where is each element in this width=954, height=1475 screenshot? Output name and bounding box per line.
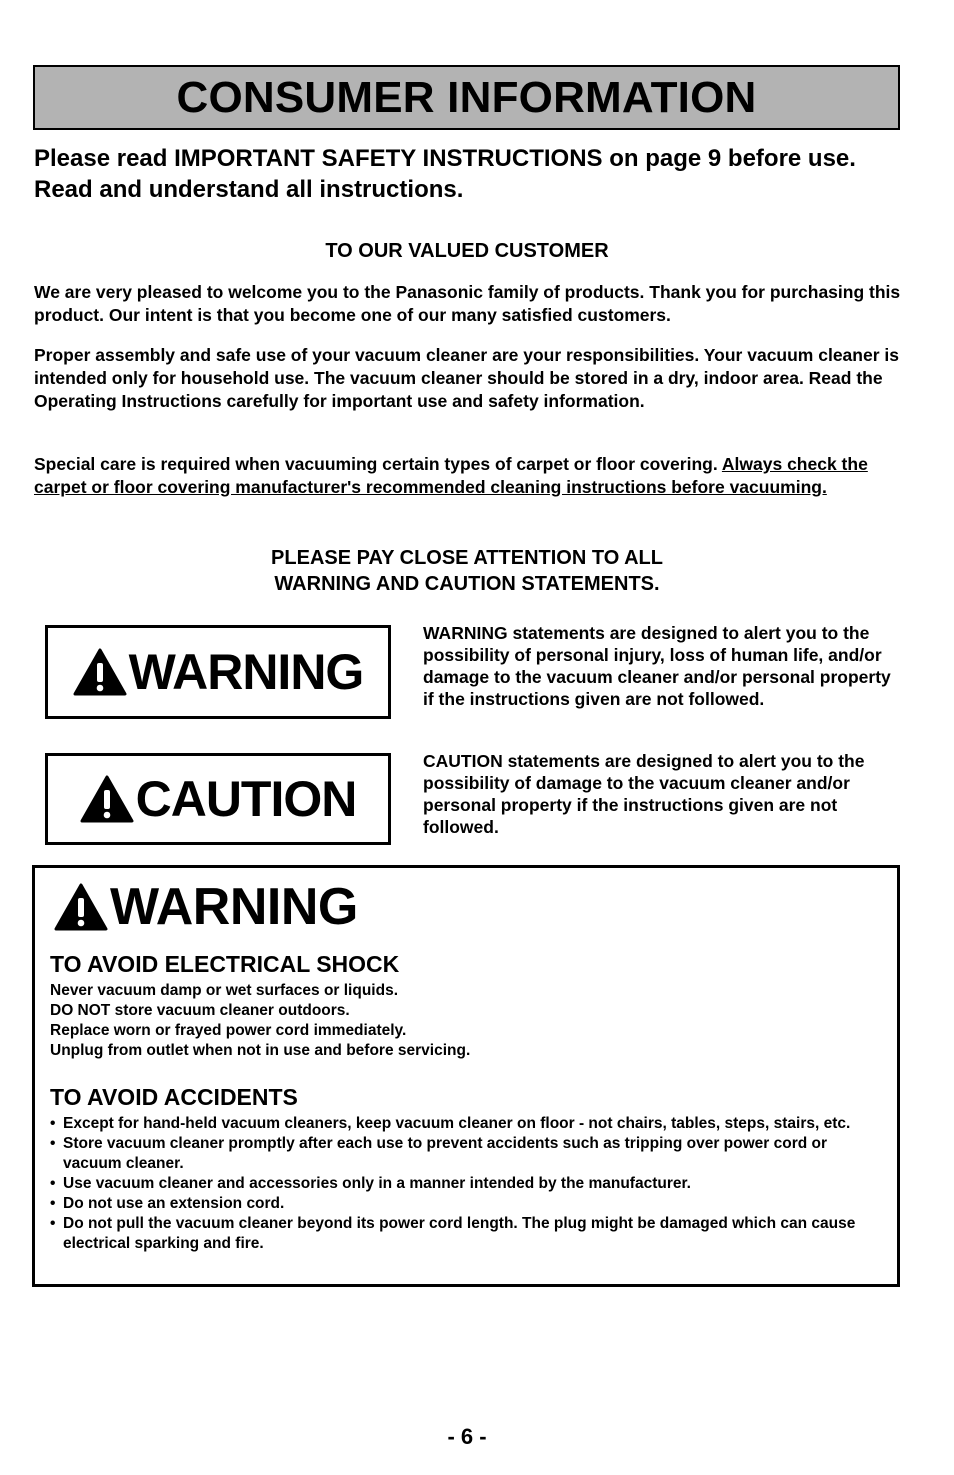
warning-triangle-icon: [73, 648, 127, 696]
responsibility-paragraph: Proper assembly and safe use of your vacuum cleaner are your responsibilities. Your vacuum cleaner is intended only for household use. The vacuum cleaner should be stored in a dry, indoor area. Read the Operating Instructions carefully for important use and safety information.: [34, 345, 899, 411]
warning-box-header: [54, 877, 358, 937]
bullet-glyph: •: [50, 1215, 56, 1232]
list-item: [50, 1174, 880, 1194]
list-item: DO NOT store vacuum cleaner outdoors.: [50, 1002, 350, 1019]
caution-signal-box: [45, 753, 391, 845]
warning-triangle-icon: [54, 883, 108, 931]
list-item-text: Use vacuum cleaner and accessories only in a manner intended by the manufacturer.: [63, 1175, 691, 1192]
caution-triangle-icon: [80, 775, 134, 823]
bullet-glyph: •: [50, 1175, 56, 1192]
list-item-text: Store vacuum cleaner promptly after each use to prevent accidents such as tripping over power cord or vacuum cleaner.: [63, 1135, 828, 1172]
carpet-care-underlined: Always check the carpet or floor covering manufacturer's recommended cleaning instructions before vacuuming.: [34, 454, 868, 497]
carpet-care-text: Special care is required when vacuuming certain types of carpet or floor covering.: [34, 454, 722, 474]
caution-signal-label: CAUTION: [135, 771, 357, 827]
electrical-shock-list: [50, 981, 470, 1061]
customer-heading: TO OUR VALUED CUSTOMER: [325, 240, 609, 262]
page-number: - 6 -: [447, 1424, 487, 1449]
page-title: CONSUMER INFORMATION: [176, 72, 757, 122]
warning-box-label: WARNING: [110, 878, 358, 936]
list-item: Replace worn or frayed power cord immediately.: [50, 1022, 407, 1039]
welcome-paragraph: We are very pleased to welcome you to the Panasonic family of products. Thank you for purchasing this product. Our intent is that you become one of our many satisfied customers.: [34, 282, 901, 325]
caution-description: CAUTION statements are designed to alert you to the possibility of damage to the vacuum cleaner and/or personal property if the instructions given are not followed.: [423, 751, 865, 837]
list-item: [50, 1214, 880, 1254]
warning-description: WARNING statements are designed to alert you to the possibility of personal injury, loss of human life, and/or damage to the vacuum cleaner and/or personal property if the instructions given are not followed.: [423, 623, 891, 709]
carpet-care-paragraph: [34, 453, 904, 499]
list-item: Never vacuum damp or wet surfaces or liquids.: [50, 982, 399, 999]
list-item: [50, 1134, 880, 1174]
accidents-list: [50, 1114, 880, 1254]
list-item: Unplug from outlet when not in use and before servicing.: [50, 1042, 471, 1059]
list-item: [50, 1194, 880, 1214]
intro-text: Please read IMPORTANT SAFETY INSTRUCTIONS on page 9 before use. Read and understand all instructions.: [34, 145, 856, 203]
electrical-shock-heading: TO AVOID ELECTRICAL SHOCK: [50, 951, 400, 977]
accidents-heading: TO AVOID ACCIDENTS: [50, 1084, 298, 1110]
list-item: [50, 1114, 880, 1134]
list-item-text: Do not use an extension cord.: [63, 1195, 285, 1212]
bullet-glyph: •: [50, 1135, 56, 1152]
page-title-bar: [33, 65, 900, 130]
warning-signal-label: WARNING: [128, 644, 364, 700]
list-item-text: Except for hand-held vacuum cleaners, keep vacuum cleaner on floor - not chairs, tables, steps, stairs, etc.: [63, 1115, 851, 1132]
list-item-text: Do not pull the vacuum cleaner beyond its power cord length. The plug might be damaged which can cause electrical sparking and fire.: [63, 1215, 856, 1252]
attention-line-2: WARNING AND CAUTION STATEMENTS.: [274, 573, 660, 595]
warning-signal-box: [45, 625, 391, 719]
attention-line-1: PLEASE PAY CLOSE ATTENTION TO ALL: [271, 547, 663, 569]
bullet-glyph: •: [50, 1115, 56, 1132]
bullet-glyph: •: [50, 1195, 56, 1212]
